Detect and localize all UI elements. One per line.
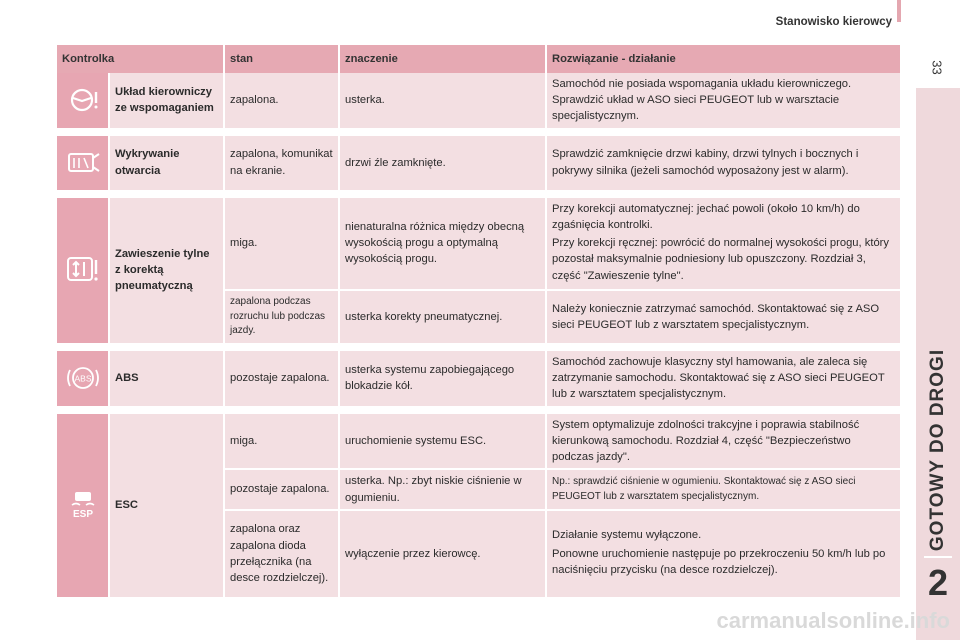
table-row: [57, 198, 902, 291]
table-row: [57, 414, 902, 471]
doors-name: Wykrywanie otwarcia: [110, 136, 225, 192]
table-row: [57, 73, 902, 130]
esc-name: ESC: [110, 414, 225, 599]
abs-name: ABS: [110, 351, 225, 408]
suspension-znaczenie-1: nienaturalna różnica między obecną wysokością progu a optymalną wysokością progu.: [340, 198, 547, 291]
esc-warning-icon: [57, 414, 110, 599]
esc-znaczenie-1: uruchomienie systemu ESC.: [340, 414, 547, 471]
steering-name: Układ kierowniczy ze wspomaganiem: [110, 73, 225, 130]
abs-znaczenie: usterka systemu zapobiegającego blokadzie kół.: [340, 351, 547, 408]
warning-lights-table: [57, 45, 902, 599]
abs-rozwiazanie: Samochód zachowuje klasyczny styl hamowania, ale zaleca się zatrzymanie samochodu. Skontaktować się z ASO sieci PEUGEOT lub z warsztatem specjalistycznym.: [547, 351, 902, 408]
section-title: GOTOWY DO DROGI: [927, 348, 948, 552]
esc-rozwiazanie-1: System optymalizuje zdolności trakcyjne i poprawia stabilność kierunkową samochodu. Rozdział 4, część "Bezpieczeństwo podczas jazdy".: [547, 414, 902, 471]
suspension-znaczenie-2: usterka korekty pneumatycznej.: [340, 291, 547, 345]
table-header-row: [57, 45, 902, 73]
doors-rozwiazanie: Sprawdzić zamknięcie drzwi kabiny, drzwi tylnych i bocznych i pokrywy silnika (jeżeli samochód wyposażony jest w alarm).: [547, 136, 902, 192]
esc-stan-3: zapalona oraz zapalona dioda przełącznika (na desce rozdzielczej).: [225, 511, 340, 599]
steering-znaczenie: usterka.: [340, 73, 547, 130]
chapter-number: 2: [927, 562, 949, 603]
steering-stan: zapalona.: [225, 73, 340, 130]
esc-stan-2: pozostaje zapalona.: [225, 470, 340, 510]
watermark: carmanualsonline.info: [716, 608, 950, 633]
suspension-warning-icon: [57, 198, 110, 345]
column-header-kontrolka: Kontrolka: [57, 45, 225, 73]
table-row: [57, 351, 902, 408]
esc-rozwiazanie-3: [547, 511, 902, 599]
doors-stan: zapalona, komunikat na ekranie.: [225, 136, 340, 192]
abs-stan: pozostaje zapalona.: [225, 351, 340, 408]
column-header-stan: stan: [225, 45, 340, 73]
suspension-stan-1: miga.: [225, 198, 340, 291]
esc-rozwiazanie-2: Np.: sprawdzić ciśnienie w ogumieniu. Skontaktować się z ASO sieci PEUGEOT lub z warsztatem specjalistycznym.: [547, 470, 902, 510]
abs-icon-label: ABS: [73, 373, 92, 384]
steering-rozwiazanie: Samochód nie posiada wspomagania układu kierowniczego. Sprawdzić układ w ASO sieci PEUGEOT lub w warsztacie specjalistycznym.: [547, 73, 902, 130]
page-number: 33: [929, 60, 945, 75]
steering-warning-icon: [57, 73, 110, 130]
esc-znaczenie-3: wyłączenie przez kierowcę.: [340, 511, 547, 599]
column-header-znaczenie: znaczenie: [340, 45, 547, 73]
suspension-name: Zawieszenie tylne z korektą pneumatyczną: [110, 198, 225, 345]
side-divider: [924, 556, 952, 558]
esc-icon-label: ESP: [72, 509, 93, 521]
doors-znaczenie: drzwi źle zamknięte.: [340, 136, 547, 192]
page-header-title: Stanowisko kierowcy: [775, 16, 892, 28]
suspension-stan-2: zapalona podczas rozruchu lub podczas jazdy.: [225, 291, 340, 345]
door-open-icon: [57, 136, 110, 192]
suspension-rozwiazanie-1b: Przy korekcji ręcznej: powrócić do normalnej wysokości progu, który pozostał maksymalnie podniesiony lub opuszczony. Rozdział 3, część "Zawieszenie tylne".: [552, 237, 889, 282]
table-row: [57, 136, 902, 192]
esc-rozwiazanie-3b: Ponowne uruchomienie następuje po przekroczeniu 50 km/h lub po naciśnięciu przycisku (na desce rozdzielczej).: [552, 547, 886, 576]
header-accent-bar: [897, 0, 901, 22]
abs-warning-icon: [57, 351, 110, 408]
suspension-rozwiazanie-2: Należy koniecznie zatrzymać samochód. Skontaktować się z ASO sieci PEUGEOT lub z warsztatem specjalistycznym.: [547, 291, 902, 345]
esc-znaczenie-2: usterka. Np.: zbyt niskie ciśnienie w ogumieniu.: [340, 470, 547, 510]
column-header-rozwiazanie: Rozwiązanie - działanie: [547, 45, 902, 73]
suspension-rozwiazanie-1: [547, 198, 902, 291]
suspension-rozwiazanie-1a: Przy korekcji automatycznej: jechać powoli (około 10 km/h) do zgaśnięcia kontrolki.: [552, 202, 860, 231]
esc-stan-1: miga.: [225, 414, 340, 471]
esc-rozwiazanie-3a: Działanie systemu wyłączone.: [552, 529, 702, 542]
